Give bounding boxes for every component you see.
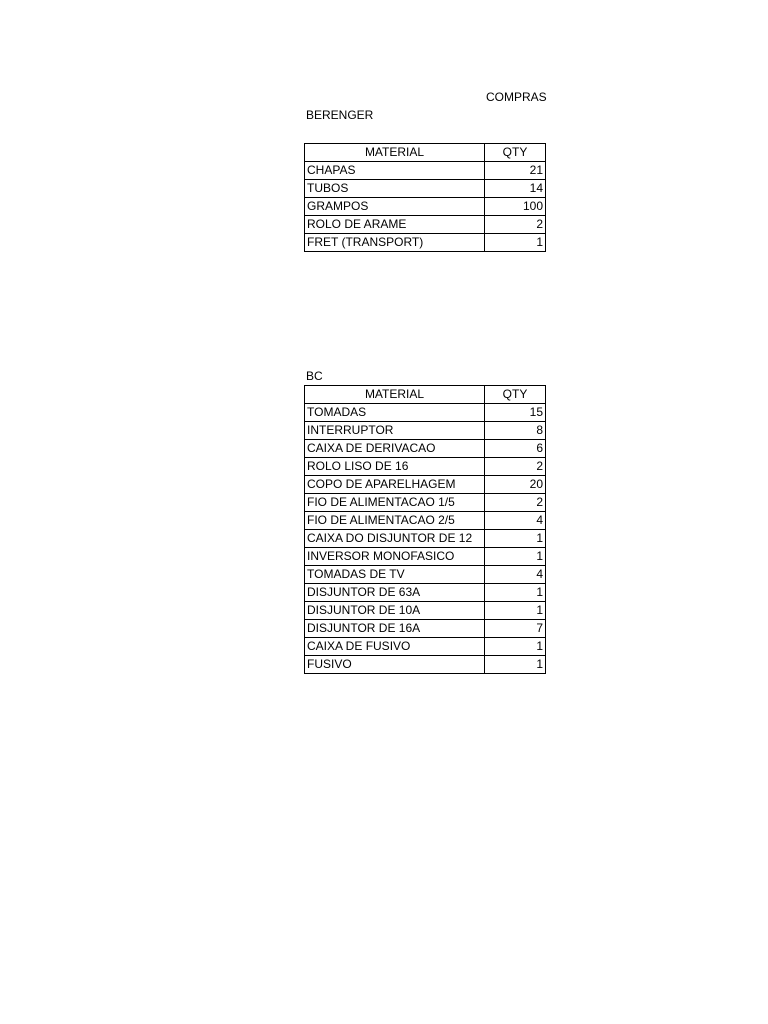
section-label-bc: BC	[306, 369, 323, 383]
material-cell: DISJUNTOR DE 10A	[305, 602, 485, 620]
table-row	[305, 494, 546, 512]
table-row	[305, 180, 546, 198]
material-cell: ROLO LISO DE 16	[305, 458, 485, 476]
material-cell: FUSIVO	[305, 656, 485, 674]
table-header-row	[305, 386, 546, 404]
table-body-berenger	[305, 162, 546, 252]
qty-cell: 4	[485, 566, 546, 584]
table-row	[305, 440, 546, 458]
material-cell: FIO DE ALIMENTACAO 2/5	[305, 512, 485, 530]
qty-cell: 1	[485, 656, 546, 674]
material-cell: CAIXA DE DERIVACAO	[305, 440, 485, 458]
material-cell: FIO DE ALIMENTACAO 1/5	[305, 494, 485, 512]
qty-cell: 2	[485, 458, 546, 476]
qty-cell: 1	[485, 234, 546, 252]
table-row	[305, 422, 546, 440]
material-cell: CAIXA DE FUSIVO	[305, 638, 485, 656]
column-header-material: MATERIAL	[305, 386, 485, 404]
material-cell: TOMADAS DE TV	[305, 566, 485, 584]
qty-cell: 2	[485, 494, 546, 512]
table-row	[305, 638, 546, 656]
material-cell: FRET (TRANSPORT)	[305, 234, 485, 252]
qty-cell: 1	[485, 530, 546, 548]
material-cell: DISJUNTOR DE 16A	[305, 620, 485, 638]
table-row	[305, 602, 546, 620]
material-cell: GRAMPOS	[305, 198, 485, 216]
table-row	[305, 620, 546, 638]
table-row	[305, 404, 546, 422]
material-cell: TOMADAS	[305, 404, 485, 422]
qty-cell: 14	[485, 180, 546, 198]
materials-table-bc	[304, 385, 546, 674]
table-row	[305, 656, 546, 674]
qty-cell: 4	[485, 512, 546, 530]
material-cell: INTERRUPTOR	[305, 422, 485, 440]
qty-cell: 1	[485, 548, 546, 566]
table-header-row	[305, 144, 546, 162]
material-cell: INVERSOR MONOFASICO	[305, 548, 485, 566]
qty-cell: 1	[485, 602, 546, 620]
qty-cell: 7	[485, 620, 546, 638]
qty-cell: 100	[485, 198, 546, 216]
qty-cell: 21	[485, 162, 546, 180]
table-row	[305, 530, 546, 548]
table-row	[305, 162, 546, 180]
qty-cell: 20	[485, 476, 546, 494]
material-cell: DISJUNTOR DE 63A	[305, 584, 485, 602]
qty-cell: 1	[485, 584, 546, 602]
materials-table-berenger	[304, 143, 546, 252]
table-row	[305, 234, 546, 252]
table-row	[305, 584, 546, 602]
material-cell: COPO DE APARELHAGEM	[305, 476, 485, 494]
table-row	[305, 566, 546, 584]
table-row	[305, 198, 546, 216]
column-header-qty: QTY	[485, 386, 546, 404]
table-body-bc	[305, 404, 546, 674]
qty-cell: 6	[485, 440, 546, 458]
table-row	[305, 216, 546, 234]
table-row	[305, 458, 546, 476]
column-header-qty: QTY	[485, 144, 546, 162]
qty-cell: 1	[485, 638, 546, 656]
material-cell: ROLO DE ARAME	[305, 216, 485, 234]
material-cell: TUBOS	[305, 180, 485, 198]
table-row	[305, 476, 546, 494]
qty-cell: 2	[485, 216, 546, 234]
material-cell: CHAPAS	[305, 162, 485, 180]
document-title: COMPRAS	[486, 90, 547, 104]
qty-cell: 15	[485, 404, 546, 422]
table-row	[305, 548, 546, 566]
column-header-material: MATERIAL	[305, 144, 485, 162]
table-row	[305, 512, 546, 530]
material-cell: CAIXA DO DISJUNTOR DE 12	[305, 530, 485, 548]
section-label-berenger: BERENGER	[306, 108, 374, 122]
qty-cell: 8	[485, 422, 546, 440]
